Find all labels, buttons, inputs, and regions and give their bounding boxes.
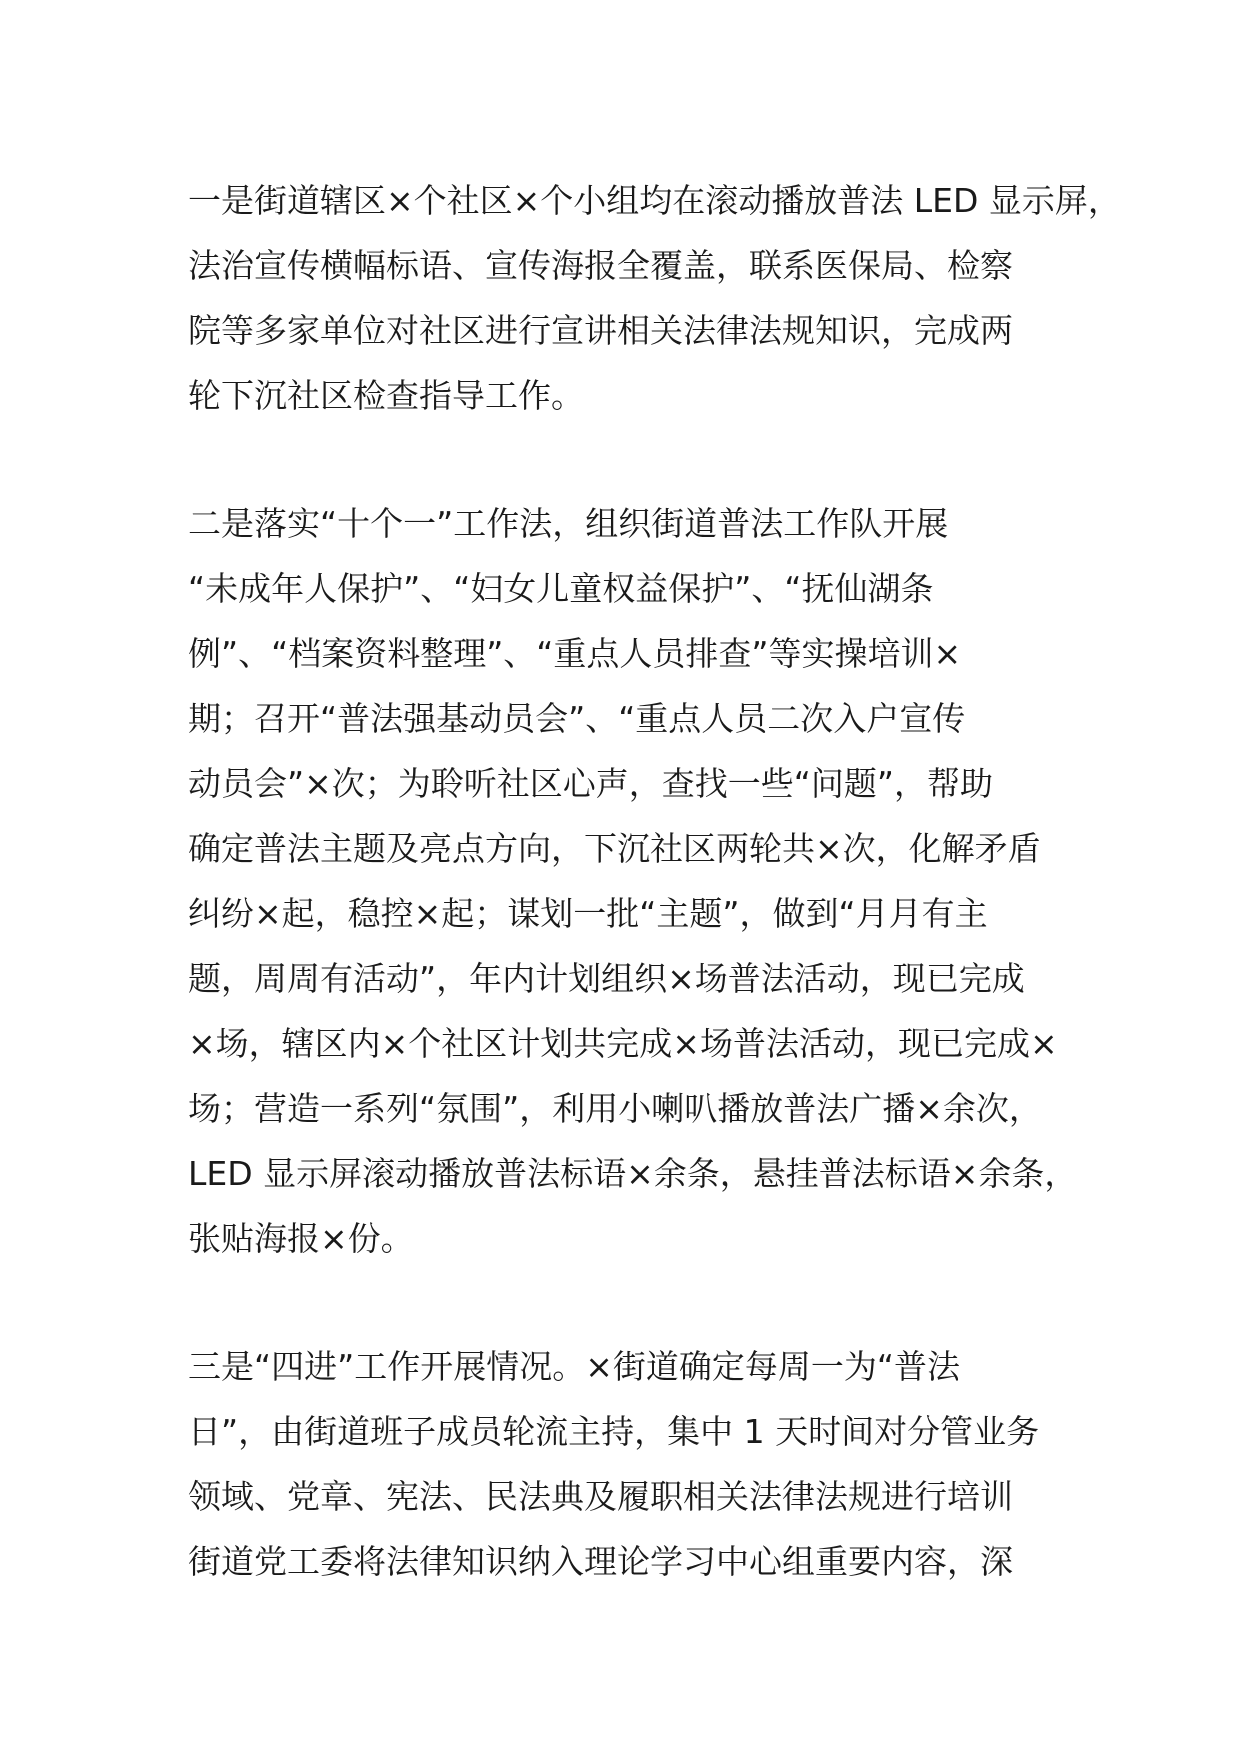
text-line: 确定普法主题及亮点方向，下沉社区两轮共×次，化解矛盾 xyxy=(188,829,1041,868)
text-line: 院等多家单位对社区进行宣讲相关法律法规知识，完成两 xyxy=(188,311,1013,350)
text-line: 三是“四进”工作开展情况。×街道确定每周一为“普法 xyxy=(188,1347,960,1386)
paragraph-2 xyxy=(188,491,1077,1271)
paragraph-3 xyxy=(188,1334,1039,1594)
text-line: 动员会”×次；为聆听社区心声，查找一些“问题”，帮助 xyxy=(188,764,993,803)
text-line: 轮下沉社区检查指导工作。 xyxy=(188,376,584,415)
text-line: LED 显示屏滚动播放普法标语×余条，悬挂普法标语×余条， xyxy=(188,1154,1078,1193)
text-line: 法治宣传横幅标语、宣传海报全覆盖，联系医保局、检察 xyxy=(188,246,1013,285)
text-line: 张贴海报×份。 xyxy=(188,1219,414,1258)
text-line: 例”、“档案资料整理”、“重点人员排查”等实操培训× xyxy=(188,634,962,673)
text-line: 二是落实“十个一”工作法，组织街道普法工作队开展 xyxy=(188,504,949,543)
text-line: 一是街道辖区×个社区×个小组均在滚动播放普法 LED 显示屏， xyxy=(188,181,1121,220)
paragraph-1 xyxy=(188,168,1121,428)
text-line: 题，周周有活动”，年内计划组织×场普法活动，现已完成 xyxy=(188,959,1025,998)
text-line: ×场，辖区内×个社区计划共完成×场普法活动，现已完成× xyxy=(188,1024,1058,1063)
text-line: 领域、党章、宪法、民法典及履职相关法律法规进行培训 xyxy=(188,1477,1013,1516)
text-line: 街道党工委将法律知识纳入理论学习中心组重要内容，深 xyxy=(188,1542,1013,1581)
text-line: 场；营造一系列“氛围”，利用小喇叭播放普法广播×余次， xyxy=(188,1089,1042,1128)
text-line: 日”，由街道班子成员轮流主持，集中 1 天时间对分管业务 xyxy=(188,1412,1040,1451)
text-line: 纠纷×起，稳控×起；谋划一批“主题”，做到“月月有主 xyxy=(188,894,988,933)
text-line: 期；召开“普法强基动员会”、“重点人员二次入户宣传 xyxy=(188,699,966,738)
text-line: “未成年人保护”、“妇女儿童权益保护”、“抚仙湖条 xyxy=(188,569,934,608)
